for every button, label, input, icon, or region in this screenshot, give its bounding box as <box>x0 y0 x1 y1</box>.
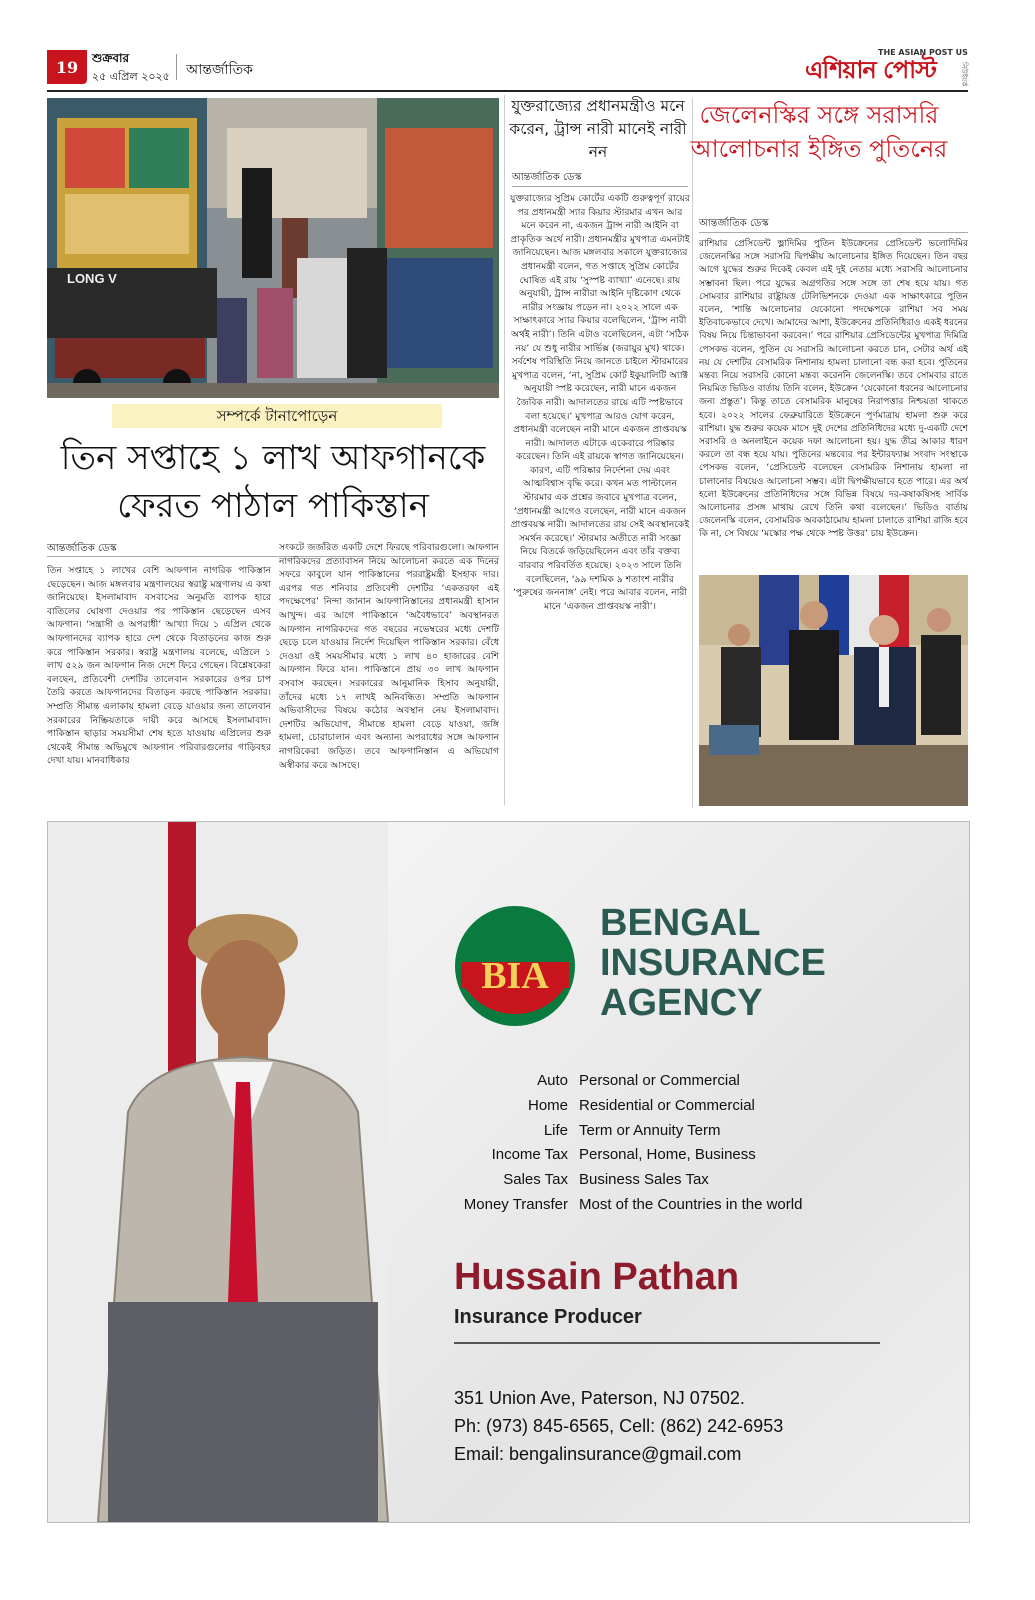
truck-text: LONG V <box>67 271 117 286</box>
article1-headline-line2: ফেরত পাঠাল পাকিস্তান <box>117 486 429 526</box>
article2-body-text: যুক্তরাজ্যের সুপ্রিম কোর্টের একটি গুরুত্বপূর্ণ রায়ের পর প্রধানমন্ত্রী স্যার কিয়ার স্টারমার এখন আর মনে করেন না, একজন ট্রান্স নারী আইনি বা প্রাকৃতিক অর্থে নারী। প্রধানমন্ত্রীর মুখপাত্র এমনটাই জানিয়েছেন। আজ মঙ্গলবার সকালে যুক্তরাজ্যের প্রধানমন্ত্রী বলেন, গত সপ্তাহে সুপ্রিম কোর্টের ঘোষিত এই রায় ‘সুস্পষ্ট ব্যাখ্যা’ এনেছে। রায় অনুযায়ী, ট্রান্স নারীরা আইনি দৃষ্টিকোণ থেকে নারীর সংজ্ঞায় পড়েন না। ২০২২ সালে এক সাক্ষাৎকারে স্যার কিয়ার বলেছিলেন, ‘ট্রান্স নারী অর্থই নারী’। তিনি এটাও বলেছিলেন, এটা ‘সঠিক নয়’ যে শুধু নারীর সার্ভিক্স (জরায়ুর মুখ) থাকে। সর্বশেষ পরিস্থিতি নিয়ে জানতে চাইলে স্টারমারের মুখপাত্র বলেন, ‘না, সুপ্রিম কোর্ট ইকুয়ালিটি অ্যাক্ট অনুযায়ী স্পষ্ট করেছেন, নারী মানে একজন জৈবিক নারী। আদালতের রায়ে এটি স্পষ্টভাবে বলা হয়েছে।’ মুখপাত্র আরও যোগ করেন, প্রধানমন্ত্রী বলেছেন নারী মানে একজন প্রাপ্তবয়স্ক নারী। আদালত এটাকে একেবারে পরিষ্কার করেছেন। তিনি এই রায়কে স্বাগত জানিয়েছেন। কারণ, এটি পরিষ্কার নির্দেশনা দেয় এবং আত্মবিশ্বাস বৃদ্ধি করে। কখন মত পাল্টালেন স্টারমার এক প্রশ্নের জবাবে মুখপাত্র বলেন, ‘প্রধানমন্ত্রী আগেও বলেছেন, নারী মানে একজন প্রাপ্তবয়স্ক নারী। আদালতের রায় সেই অবস্থানকেই সমর্থন করেছে।’ স্টারমার অতীতে নারী সংজ্ঞা নিয়ে বিতর্কে জড়িয়েছিলেন এবং তাঁর বক্তব্য বারবার পরিবর্তিত হয়েছে। ২০২৩ সালে তিনি বলেছিলেন, ‘৯৯ দশমিক ৯ শতাংশ নারীর ‘পুরুষের জননাঙ্গ’ নেই। পরে আবার বলেন, নারী মানে ‘একজন প্রাপ্তবয়স্ক নারী’। <box>510 193 690 612</box>
article1-kicker: সম্পর্কে টানাপোড়েন <box>112 404 442 428</box>
agent-phone: Ph: (973) 845-6565, Cell: (862) 242-6953 <box>454 1416 784 1436</box>
bia-logo <box>453 904 577 1028</box>
service-detail: Personal, Home, Business <box>579 1146 756 1163</box>
page-number: 19 <box>47 50 87 84</box>
section-name: আন্তর্জাতিক <box>186 62 253 78</box>
brand-line1: BENGAL <box>600 902 761 944</box>
article2-body <box>510 192 690 808</box>
agent-name: Hussain Pathan <box>454 1256 740 1298</box>
service-label: Income Tax <box>491 1146 568 1163</box>
column-divider <box>504 95 505 805</box>
article1-column1 <box>47 564 271 808</box>
service-label: Home <box>527 1097 568 1114</box>
logo-tagline: THE ASIAN POST US <box>878 48 968 57</box>
article2-rule <box>512 186 688 187</box>
service-label: Money Transfer <box>463 1196 568 1213</box>
logo-side-text: নিউইয়র্ক <box>960 62 968 87</box>
newspaper-logo: এশিয়ান পোস্ট <box>805 55 936 84</box>
article2-desk: আন্তর্জাতিক ডেস্ক <box>512 172 582 183</box>
service-detail: Most of the Countries in the world <box>579 1196 803 1213</box>
header-rule <box>47 90 968 92</box>
afghan-refugees-photo <box>47 98 499 398</box>
agent-email: Email: bengalinsurance@gmail.com <box>454 1444 742 1464</box>
article3-desk: আন্তর্জাতিক ডেস্ক <box>699 218 769 229</box>
service-label: Auto <box>537 1072 568 1089</box>
agent-role: Insurance Producer <box>454 1306 642 1328</box>
agent-address: 351 Union Ave, Paterson, NJ 07502. <box>454 1388 745 1408</box>
article1-column2 <box>279 541 499 808</box>
header-day: শুক্রবার <box>92 51 130 65</box>
article3-headline: জেলেনস্কির সঙ্গে সরাসরি আলোচনার ইঙ্গিত পুতিনের <box>690 101 948 163</box>
article1-desk: আন্তর্জাতিক ডেস্ক <box>47 543 117 554</box>
bia-logo-text: BIA <box>481 955 549 997</box>
article3-rule <box>699 232 968 233</box>
service-detail: Term or Annuity Term <box>579 1122 721 1139</box>
article1-col1-text: তিন সপ্তাহে ১ লাখের বেশি আফগান নাগরিক পাকিস্তান ছেড়েছেন। আজ মঙ্গলবার মন্ত্রণালয়ের স্বরাষ্ট্র মন্ত্রণালয় এ কথা জানিয়েছে। ইসলামাবাদ বসবাসের অনুমতি ব্যাপক হারে বাতিলের ঘোষণা দেওয়ার পর পাকিস্তান ছেড়েছেন এসব আফগান। ‘সন্ত্রাসী ও অপরাধী’ আখ্যা দিয়ে ১ এপ্রিল থেকে আফগানদের ব্যাপক হারে দেশ থেকে বিতাড়নের কাজ শুরু করে পাকিস্তান সরকার। স্বরাষ্ট্র মন্ত্রণালয় বলেছে, এপ্রিলে ১ লাখ ৫২৯ জন আফগান নিজ দেশে ফিরে গেছেন। বিশ্লেষকেরা বলছেন, প্রতিবেশী দেশটির তালেবান সরকারের ওপর চাপ তৈরি করতে আফগানদের বিতাড়ন করছে পাকিস্তান সরকার। সম্প্রতি সীমান্ত এলাকায় হামলা বেড়ে যাওয়ার জন্য তালেবান সরকারের নিষ্ক্রিয়তাকে দায়ী করে আসছে ইসলামাবাদ। পাকিস্তান ছাড়ার সময়সীমা শেষ হতে যাওয়ায় এপ্রিলের শুরু থেকেই সীমান্ত অভিমুখে আফগান পরিবারগুলোর গাড়িবহর দেখা যায়। মানবাধিকার <box>47 565 271 767</box>
article1-col2-text: সংকটে জর্জরিত একটি দেশে ফিরছে পরিবারগুলো। আফগান নাগরিকদের প্রত্যাবাসন নিয়ে আলোচনা করতে এক দিনের সফরে কাবুলে যান পাকিস্তানের পররাষ্ট্রমন্ত্রী ইসহাক দার। এরপর গত শনিবার প্রতিবেশী দেশটির ‘একতরফা এই পদক্ষেপের’ নিন্দা জানান আফগানিস্তানের প্রধানমন্ত্রী হাসান আখুন্দ। এর আগে পাকিস্তানে ‘অবৈধভাবে’ অবস্থানরত আফগান নাগরিকদের গত বছরের নভেম্বরের মধ্যে দেশটি ছেড়ে চলে যাওয়ার নির্দেশ দিয়েছিল পাকিস্তান সরকার। বেঁধে দেওয়া ওই সময়সীমার মধ্যে ১ লাখ ৪০ হাজারের বেশি আফগান ফিরে যান। পাকিস্তানে প্রায় ৩০ লাখ আফগান বসবাস করছেন। সরকারের আনুমানিক হিসাব অনুযায়ী, তাঁদের মধ্যে ১৭ লাখই অনিবন্ধিত। সম্প্রতি আফগান অভিবাসীদের বিষয়ে কঠোর অবস্থান নেয় ইসলামাবাদ। দেশটির অভিযোগ, সীমান্তে হামলা বেড়ে যাওয়া, জঙ্গি হামলা, চোরাচালান এবং অন্যান্য অপরাধের সঙ্গে আফগান নাগরিকেরা জড়িত। তবে আফগানিস্তান এ অভিযোগ অস্বীকার করে আসছে। <box>279 542 499 771</box>
agent-portrait <box>88 882 398 1522</box>
article1-headline-line1: তিন সপ্তাহে ১ লাখ আফগানকে <box>60 438 486 478</box>
insurance-advertisement <box>47 821 970 1523</box>
service-detail: Residential or Commercial <box>579 1097 755 1114</box>
column-divider <box>692 98 693 808</box>
service-detail: Personal or Commercial <box>579 1072 740 1089</box>
article3-body-text: রাশিয়ার প্রেসিডেন্ট ভ্লাদিমির পুতিন ইউক্রেনের প্রেসিডেন্ট ভলোদিমির জেলেনস্কির সঙ্গে সরাসরি দ্বিপক্ষীয় আলোচনার ইঙ্গিত দিয়েছেন। তিন বছর আগে যুদ্ধের শুরুর দিকেই কেবল এই দুই নেতার মধ্যে সরাসরি আলোচনার সম্ভাবনা ছিল। পরে যুদ্ধের অগ্রগতির সঙ্গে সঙ্গে তা শেষ হয়ে যায়। গত সোমবার রাশিয়ার রাষ্ট্রায়ত্ত টেলিভিশনকে দেওয়া এক সাক্ষাৎকারে পুতিন বলেন, ‘শান্তি আলোচনার যেকোনো পদক্ষেপকে রাশিয়া সব সময় ইতিবাচকভাবে দেখে। আমাদের আশা, ইউক্রেনের প্রতিনিধিরাও একই ধরনের বিষয় নিয়ে চিন্তাভাবনা করবেন।’ পরে রাশিয়ার প্রেসিডেন্টের মুখপাত্র দিমিত্রি পেসকভ বলেন, পুতিন যে সরাসরি আলোচনা করতে চান, সেটার অর্থ এই নয় যে দেশটির বেসামরিক নিশানায় হামলা চালানো বন্ধ করা হবে। পুতিনের মন্তব্য নিয়ে সরাসরি কোনো মন্তব্য করেননি জেলেনস্কি। তবে সোমবার রাতে নিয়মিত ভিডিও বার্তায় তিনি বলেন, ইউক্রেন ‘যেকোনো ধরনের আলোচনার জন্য প্রস্তুত’। কিন্তু তাতে বেসামরিক মানুষের নিরাপত্তার নিশ্চয়তা থাকতে হবে। ২০২২ সালের ফেব্রুয়ারিতে ইউক্রেনে পূর্ণমাত্রায় হামলা শুরু করে রাশিয়া। যুদ্ধ শুরুর কয়েক মাসে দুই দেশের প্রতিনিধিদের মধ্যে দু-একটি দেশে সরাসরি ও অনলাইনে কয়েক দফা আলোচনা হয়। যুদ্ধ তীব্র আকার ধারণ করলে তা বন্ধ হয়ে যায়। পুতিনের মন্তব্যের পর ইন্টারফ্যাক্স সংবাদ সংস্থাকে পেসকভ বলেন, ‘প্রেসিডেন্ট বলেছেন বেসামরিক নিশানায় হামলা না চালানোর বিষয়েও আলোচনা সম্ভব। এটা দ্বিপক্ষীয়ভাবে হতে পারে। এর অর্থ হলো ইউক্রেনের প্রতিনিধিদের সঙ্গে বিভিন্ন বিষয়ে দর-কষাকষিসহ সার্বিক আলোচনার প্রসঙ্গ মাথায় রেখে তিনি কথা বলেছেন।’ ভিডিও বার্তায় জেলেনস্কি বলেন, বেসামরিক অবকাঠামোয় হামলা চালাতে রাশিয়া রাজি হবে কি না, সে বিষয়ে ‘মস্কোর পক্ষ থেকে স্পষ্ট উত্তর’ চায় ইউক্রেন। <box>699 239 968 540</box>
service-label: Life <box>543 1122 568 1139</box>
article3-body <box>699 238 968 570</box>
article2-headline: যুক্তরাজ্যের প্রধানমন্ত্রীও মনে করেন, ট্রান্স নারী মানেই নারী নন <box>509 97 687 161</box>
service-label: Sales Tax <box>503 1171 568 1188</box>
ad-divider <box>454 1342 880 1344</box>
brand-line3: AGENCY <box>600 982 763 1024</box>
brand-line2: INSURANCE <box>600 942 826 984</box>
header-date: ২৫ এপ্রিল ২০২৫ <box>92 70 170 83</box>
service-detail: Business Sales Tax <box>579 1171 709 1188</box>
header-separator <box>176 54 177 80</box>
zelensky-putin-photo <box>699 575 968 806</box>
